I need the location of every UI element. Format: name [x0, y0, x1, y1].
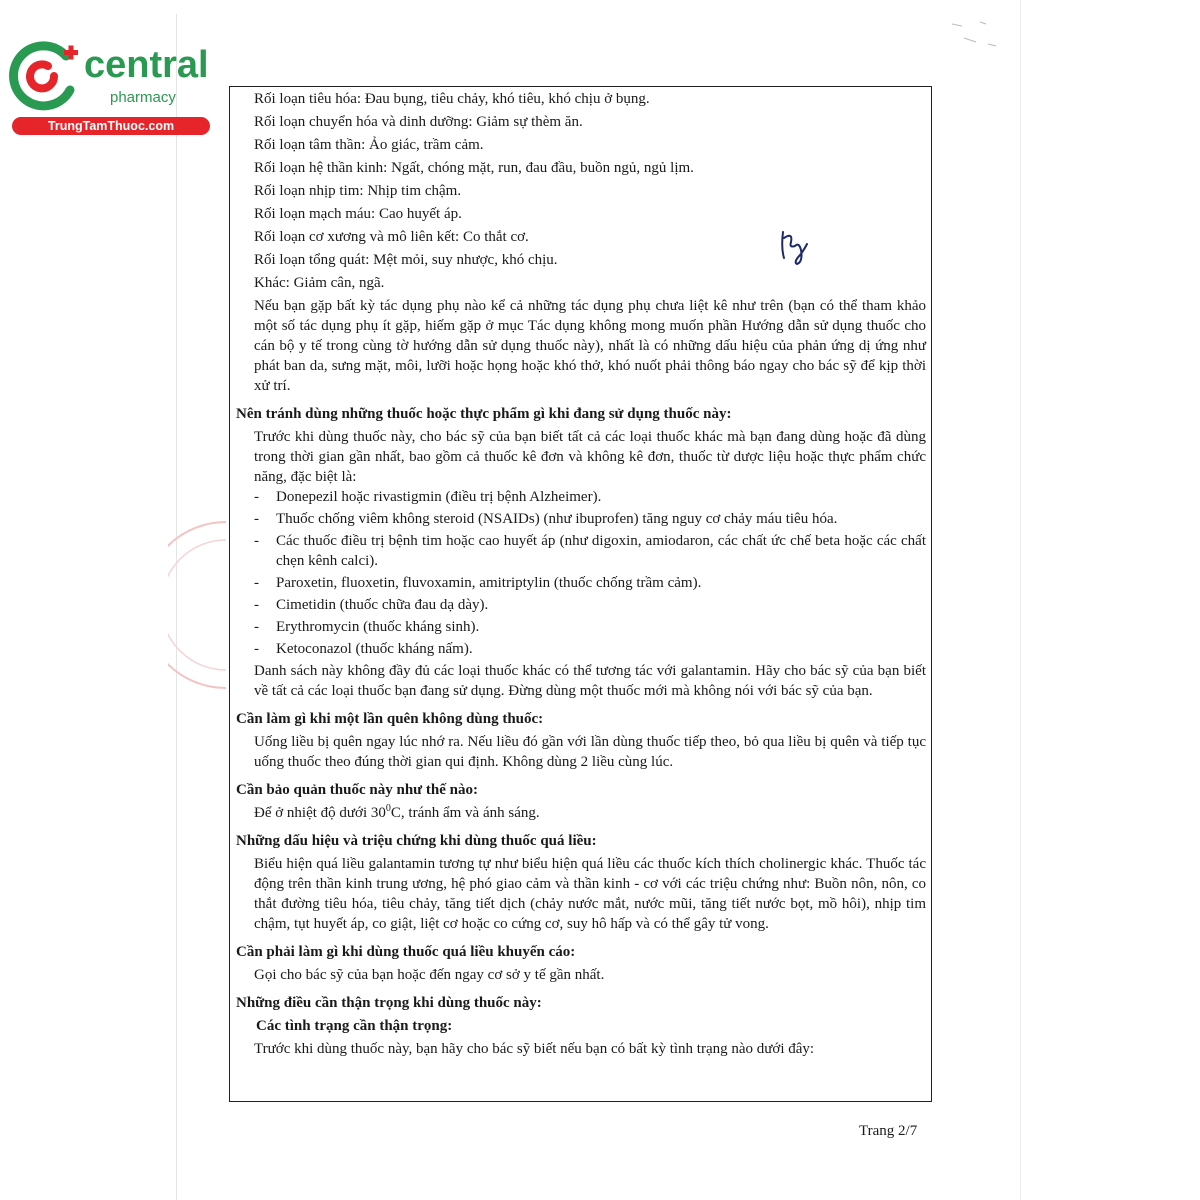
overdose-signs-heading: Những dấu hiệu và triệu chứng khi dùng thuốc quá liều:	[236, 833, 597, 849]
missed-dose-heading: Cần làm gì khi một lần quên không dùng thuốc:	[236, 711, 544, 727]
list-item	[254, 639, 926, 659]
list-item-text: Erythromycin (thuốc kháng sinh).	[276, 619, 480, 635]
stamp-icon	[168, 520, 228, 690]
precautions-heading: Những điều cần thận trọng khi dùng thuốc này:	[236, 995, 542, 1011]
bullet: -	[254, 641, 259, 657]
interactions-list	[236, 487, 926, 659]
page-number: Trang 2/7	[859, 1123, 918, 1139]
list-item-text: Paroxetin, fluoxetin, fluvoxamin, amitriptylin (thuốc chống trầm cảm).	[276, 575, 702, 591]
scan-mark	[950, 18, 1000, 58]
interactions-outro: Danh sách này không đầy đủ các loại thuốc khác có thể tương tác với galantamin. Hãy cho bác sỹ của bạn biết về tất cả các loại thuốc bạn đang sử dụng. Đừng dùng một thuốc mới mà không nói với bác sỹ của bạn.	[254, 663, 926, 699]
side-effects-list	[236, 89, 926, 396]
overdose-signs-text: Biểu hiện quá liều galantamin tương tự như biểu hiện quá liều các thuốc kích thích cholinergic khác. Thuốc tác động trên thần kinh trung ương, hệ phó giao cảm và thần kinh - cơ với các triệu chứng như: Buồn nôn, nôn, co thắt đường tiêu hóa, tiêu chảy, tăng tiết dịch (chảy nước mắt, nước mũi, tăng tiết nước bọt, mồ hôi), nhịp tim chậm, tụt huyết áp, co giật, liệt cơ hoặc co cứng cơ, suy hô hấp và có thể gây tử vong.	[254, 856, 926, 932]
missed-dose-text: Uống liều bị quên ngay lúc nhớ ra. Nếu liều đó gần với lần dùng thuốc tiếp theo, bỏ qua liều bị quên và tiếp tục uống thuốc theo đúng thời gian qui định. Không dùng 2 liều cùng lúc.	[254, 734, 926, 770]
storage-text-part: Để ở nhiệt độ dưới 30	[254, 805, 386, 821]
storage-text-part: C, tránh ẩm và ánh sáng.	[390, 805, 540, 821]
side-effects-note: Nếu bạn gặp bất kỳ tác dụng phụ nào kể cả những tác dụng phụ chưa liệt kê như trên (bạn có thể tham khảo một số tác dụng phụ ít gặp, hiếm gặp ở mục Tác dụng không mong muốn phần Hướng dẫn sử dụng thuốc cho cán bộ y tế trong cùng tờ hướng dẫn sử dụng thuốc này), nhất là có những dấu hiệu của phản ứng dị ứng như phát ban da, sưng mặt, môi, lưỡi hoặc họng hoặc khó thở, khó nuốt phải thông báo ngay cho bác sỹ để kịp thời xử trí.	[254, 298, 926, 394]
storage-text	[254, 803, 926, 823]
side-effect-item: Rối loạn mạch máu: Cao huyết áp.	[254, 206, 462, 222]
bullet: -	[254, 511, 259, 527]
logo-subtitle: pharmacy	[110, 89, 176, 106]
bullet: -	[254, 619, 259, 635]
list-item-text: Donepezil hoặc rivastigmin (điều trị bệnh Alzheimer).	[276, 489, 602, 505]
list-item-text: Các thuốc điều trị bệnh tim hoặc cao huyết áp (như digoxin, amiodaron, các chất ức chế beta hoặc các chất chẹn kênh calci).	[276, 533, 926, 569]
side-effect-item: Khác: Giảm cân, ngã.	[254, 275, 385, 291]
list-item-text: Ketoconazol (thuốc kháng nấm).	[276, 641, 473, 657]
side-effect-item: Rối loạn nhịp tim: Nhịp tim chậm.	[254, 183, 462, 199]
list-item	[254, 487, 926, 507]
interactions-intro: Trước khi dùng thuốc này, cho bác sỹ của bạn biết tất cả các loại thuốc khác mà bạn đang dùng hoặc đã dùng trong thời gian gần nhất, bao gồm cả thuốc kê đơn và không kê đơn, thuốc từ dược liệu hoặc thực phẩm chức năng, đặc biệt là:	[254, 429, 926, 485]
list-item	[254, 509, 926, 529]
pharmacy-cross-icon	[8, 36, 88, 116]
storage-heading: Cần bảo quản thuốc này như thế nào:	[236, 782, 478, 798]
list-item	[254, 531, 926, 571]
list-item-text: Thuốc chống viêm không steroid (NSAIDs) (như ibuprofen) tăng nguy cơ chảy máu tiêu hóa.	[276, 511, 838, 527]
leaflet-content	[236, 89, 926, 1059]
side-effect-item: Rối loạn tổng quát: Mệt mỏi, suy nhược, khó chịu.	[254, 252, 558, 268]
bullet: -	[254, 533, 259, 549]
precautions-subheading: Các tình trạng cần thận trọng:	[256, 1018, 453, 1034]
logo-website-badge: TrungTamThuoc.com	[12, 117, 210, 135]
precautions-text: Trước khi dùng thuốc này, bạn hãy cho bác sỹ biết nếu bạn có bất kỳ tình trạng nào dưới đây:	[254, 1041, 815, 1057]
list-item	[254, 617, 926, 637]
list-item-text: Cimetidin (thuốc chữa đau dạ dày).	[276, 597, 489, 613]
paper-edge	[1020, 0, 1021, 1200]
storage-degree: 0	[385, 803, 391, 814]
list-item	[254, 595, 926, 615]
side-effect-item: Rối loạn tiêu hóa: Đau bụng, tiêu chảy, khó tiêu, khó chịu ở bụng.	[254, 91, 650, 107]
side-effect-item: Rối loạn chuyển hóa và dinh dưỡng: Giảm sự thèm ăn.	[254, 114, 583, 130]
side-effect-item: Rối loạn cơ xương và mô liên kết: Co thắt cơ.	[254, 229, 529, 245]
overdose-action-heading: Cần phải làm gì khi dùng thuốc quá liều khuyến cáo:	[236, 944, 576, 960]
logo-wordmark: central	[84, 44, 209, 86]
side-effect-item: Rối loạn hệ thần kinh: Ngất, chóng mặt, run, đau đầu, buồn ngủ, ngủ lịm.	[254, 160, 694, 176]
bullet: -	[254, 597, 259, 613]
side-effect-item: Rối loạn tâm thần: Ảo giác, trầm cảm.	[254, 137, 484, 153]
bullet: -	[254, 489, 259, 505]
interactions-heading: Nên tránh dùng những thuốc hoặc thực phẩm gì khi đang sử dụng thuốc này:	[236, 406, 732, 422]
list-item	[254, 573, 926, 593]
overdose-action-text: Gọi cho bác sỹ của bạn hoặc đến ngay cơ sở y tế gần nhất.	[254, 967, 605, 983]
bullet: -	[254, 575, 259, 591]
